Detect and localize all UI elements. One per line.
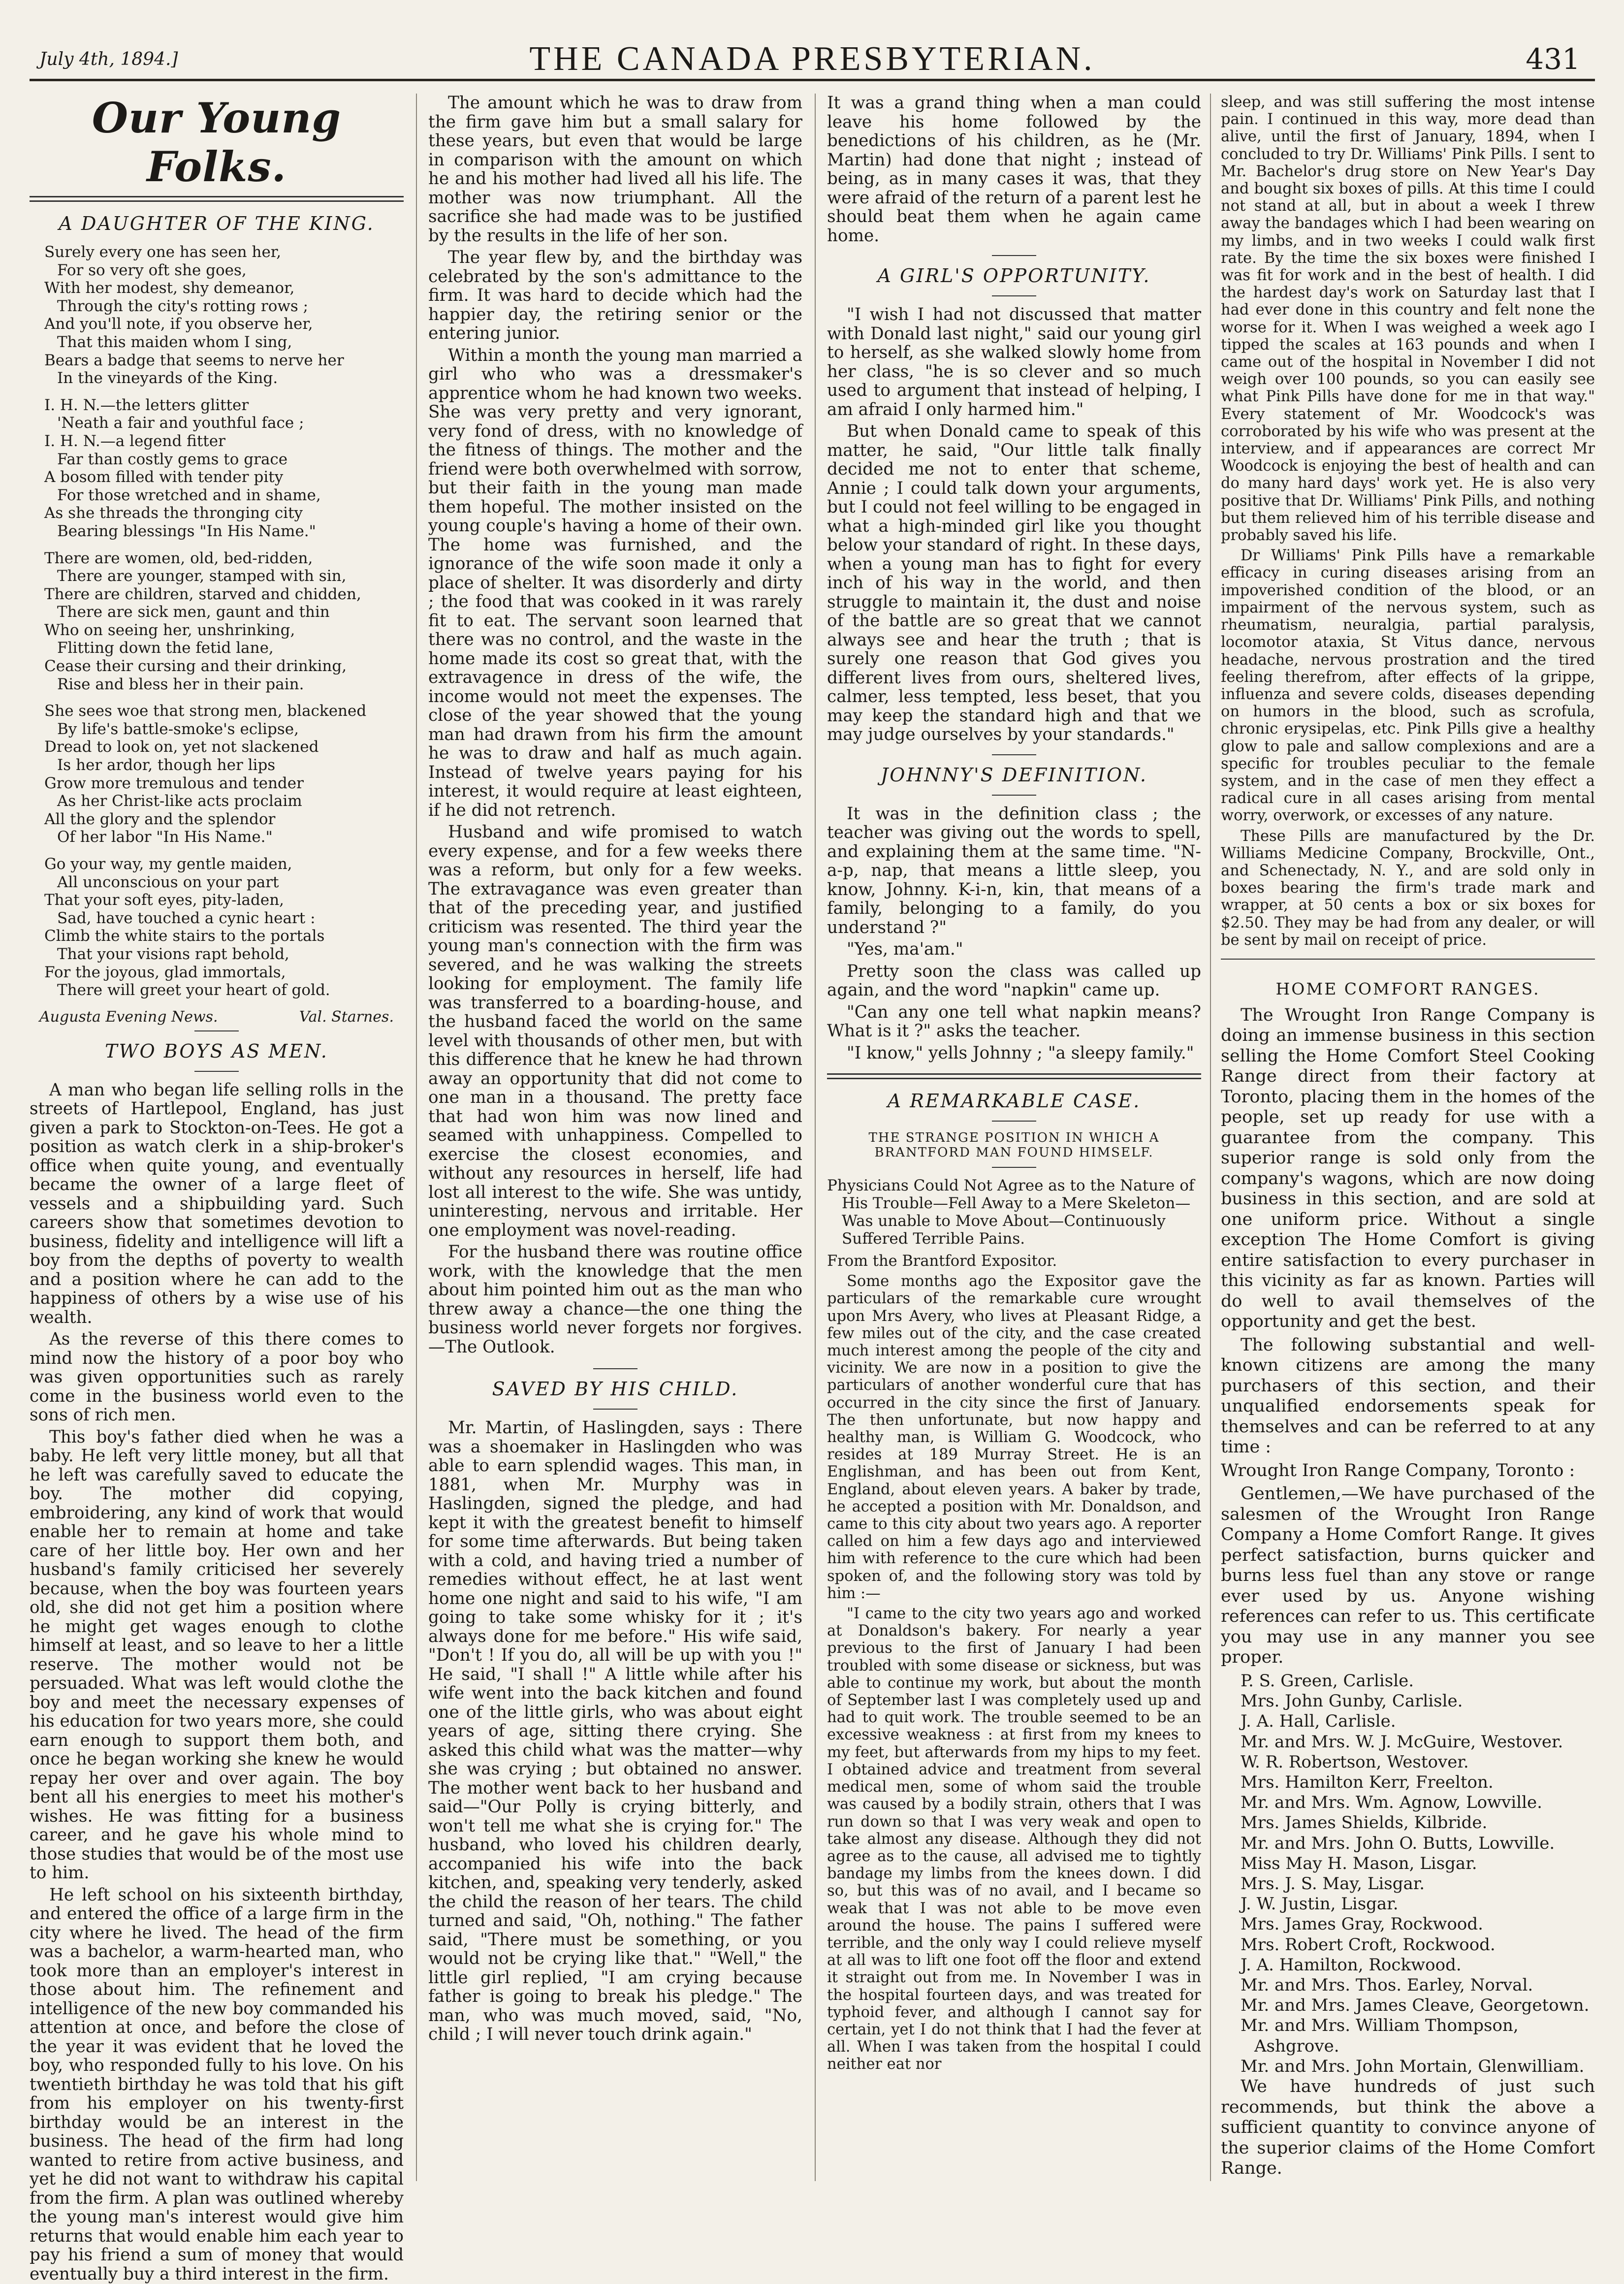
article-body-ranges bbox=[1221, 1005, 1595, 1458]
article-title-saved: SAVED BY HIS CHILD. bbox=[492, 1378, 739, 1400]
column-1 bbox=[30, 94, 404, 2284]
paragraph: sleep, and was still suffering the most intense pain. I continued in this way, more dead than alive, until the first of January, 1894, when I concluded to try Dr. Williams' Pink Pills. I sent to Mr. Bachelor's drug store on New Year's Day and bought six boxes of pills. At this time I could not stand at all, but in about a week I threw away the bandages which I had been wearing on my limbs, and in two weeks I could walk first rate. By the time the six boxes were finished I was fit for work and in the best of health. I did the hardest day's work on Saturday last that I had ever done in this country and felt none the worse for it. When I was weighed a week ago I tipped the scales at 163 pounds and when I came out of the hospital in November I did not weigh over 100 pounds, so you can easily see what Pink Pills have done for me in that way." Every statement of Mr. Woodcock's was corroborated by his wife who was present at the interview, and if appearances are correct Mr Woodcock is enjoying the best of health and can do many hard days' work yet. He is also very positive that Dr. Williams' Pink Pills, and nothing but them relieved him of his terrible disease and probably saved his life. bbox=[1221, 94, 1595, 545]
poem-line: I. H. N.—the letters glitter bbox=[44, 396, 249, 414]
poem-line: Bearing blessings "In His Name." bbox=[57, 522, 316, 540]
signer: Mr. and Mrs. John Mortain, Glenwilliam. bbox=[1241, 2056, 1585, 2076]
poem-line: There are sick men, gaunt and thin bbox=[57, 603, 330, 621]
signer: Mr. and Mrs. Wm. Agnow, Lowville. bbox=[1241, 1793, 1542, 1813]
signer: Mrs. J. S. May, Lisgar. bbox=[1241, 1873, 1425, 1894]
poem-line: Surely every one has seen her, bbox=[44, 243, 282, 261]
article-subtitle-remarkable: THE STRANGE POSITION IN WHICH A BRANTFORD MAN FOUND HIMSELF. bbox=[868, 1130, 1160, 1160]
double-rule bbox=[827, 1073, 1201, 1079]
poem-line: Is her ardor, though her lips bbox=[57, 756, 276, 774]
poem-line: She sees woe that strong men, blackened bbox=[44, 702, 367, 720]
poem-line: A bosom filled with tender pity bbox=[44, 468, 284, 486]
poem-line: Of her labor "In His Name." bbox=[57, 828, 273, 846]
column-2 bbox=[428, 94, 802, 2186]
poem-line: All unconscious on your part bbox=[57, 873, 279, 891]
signer: Mr. and Mrs. James Cleave, Georgetown. bbox=[1241, 1995, 1590, 2016]
separator bbox=[593, 1368, 637, 1369]
signer: P. S. Green, Carlisle. bbox=[1241, 1671, 1414, 1691]
separator bbox=[593, 1409, 637, 1410]
poem-line: For so very oft she goes, bbox=[57, 261, 247, 279]
paragraph: "I know," yells Johnny ; "a sleepy family." bbox=[847, 1043, 1194, 1063]
poem-line: Sad, have touched a cynic heart : bbox=[57, 909, 316, 927]
article-deck-remarkable: Physicians Could Not Agree as to the Nature of His Trouble—Fell Away to a Mere Skeleton—Was unable to Move About—Continuously Suffered Terrible Pains. bbox=[827, 1177, 1195, 1248]
separator bbox=[992, 295, 1036, 296]
newspaper-title: THE CANADA PRESBYTERIAN. bbox=[529, 40, 1095, 78]
paragraph: A man who began life selling rolls in the streets of Hartlepool, England, has just given a park to Stockton-on-Tees. He got a position as watch clerk in a ship-broker's office when quite young, and eventually became the owner of a large fleet of vessels and a shipbuilding yard. Such careers show that sometimes devotion to business, fidelity and intelligence will lift a boy from the depths of poverty to wealth and a position where he can add to the happiness of others by a wise use of his wealth. bbox=[30, 1080, 404, 1327]
article-title-girls-opportunity: A GIRL'S OPPORTUNITY. bbox=[877, 265, 1151, 287]
paragraph: This boy's father died when he was a baby. He left very little money, but all that he left was carefully saved to educate the boy. The mother did copying, embroidering, any kind of work that would enable her to remain at home and take care of her little boy. Her own and her husband's family criticised her severely because, when the boy was fourteen years old, she did not get him a position where he might get wages enough to clothe himself at least, and so leave to her a little reserve. The mother would not be persuaded. What was left would clothe the boy and meet the necessary expenses of his education for two years more, she could earn enough to support them both, and once he began working she knew he would repay her over and over again. The boy bent all his energies to meet his mother's wishes. He was fitting for a business career, and he gave his whole mind to those studies that would be of the most use to him. bbox=[30, 1427, 404, 1883]
article-body-saved bbox=[428, 1418, 802, 2044]
poem-line: By life's battle-smoke's eclipse, bbox=[57, 720, 299, 738]
poem-stanza bbox=[44, 549, 404, 694]
paragraph: It was in the definition class ; the teacher was giving out the words to spell, and explaining them at the same time. "N-a-p, nap, that means a little sleep, you know, Johnny. K-i-n, kin, that means of a family, belonging to a family, do you understand ?" bbox=[827, 804, 1201, 937]
poem-author: Val. Starnes. bbox=[299, 1008, 394, 1026]
paragraph: The year flew by, and the birthday was celebrated by the son's admittance to the firm. It was hard to decide which had the happier day, the retiring senior or the entering junior. bbox=[428, 248, 802, 343]
separator bbox=[194, 1071, 239, 1072]
article-body-two-boys-continued bbox=[428, 94, 802, 1356]
paragraph: For the husband there was routine office work, with the knowledge that the men about him pointed him out as the man who threw away a chance—the one thing the business world never forgets nor forgives.—The Outlook. bbox=[428, 1242, 802, 1357]
poem-line: Climb the white stairs to the portals bbox=[44, 927, 325, 945]
poem-line: There will greet your heart of gold. bbox=[57, 981, 330, 999]
paragraph: It was a grand thing when a man could leave his home followed by the benedictions of his children, as he (Mr. Martin) had done that night ; instead of being, as in many cases it was, that they were afraid of the return of a parent lest he should beat them when he again came home. bbox=[827, 93, 1201, 246]
separator bbox=[992, 795, 1036, 796]
separator bbox=[992, 754, 1036, 755]
signer: J. W. Justin, Lisgar. bbox=[1241, 1894, 1399, 1914]
poem-stanza bbox=[44, 702, 404, 846]
signer: W. R. Robertson, Westover. bbox=[1241, 1752, 1469, 1772]
article-body-remarkable-continued bbox=[1221, 94, 1595, 949]
poem-line: Grow more tremulous and tender bbox=[44, 774, 304, 792]
paragraph: Some months ago the Expositor gave the particulars of the remarkable cure wrought upon Mrs Avery, who lives at Pleasant Ridge, a few miles out of the city, and the case created much interest among the people of the city and vicinity. We are now in a position to give the particulars of another wonderful cure that has occurred in the city since the first of January. The then unfortunate, but now happy and healthy man, is William G. Woodcock, who resides at 189 Murray Street. He is an Englishman, and has been out from Kent, England, about eleven years. A baker by trade, he accepted a position with Mr. Donaldson, and came to this city about two years ago. A reporter called on him a few days ago and interviewed him with reference to the cure which had been spoken of, and the following story was told by him :— bbox=[827, 1273, 1201, 1602]
article-source-remarkable: From the Brantford Expositor. bbox=[827, 1253, 1057, 1270]
signer: J. A. Hamilton, Rockwood. bbox=[1241, 1955, 1462, 1975]
signer: Mr. and Mrs. W. J. McGuire, Westover. bbox=[1241, 1732, 1563, 1752]
separator bbox=[992, 255, 1036, 256]
paragraph: "I wish I had not discussed that matter with Donald last night," said our young girl to herself, as she walked slowly home from her class, "he is so clever and so much used to argument that instead of helping, I am afraid I only harmed him." bbox=[827, 305, 1201, 419]
poem-line: That your visions rapt behold, bbox=[57, 945, 289, 963]
signer-list bbox=[1241, 1671, 1595, 2077]
signer: Mrs. James Gray, Rockwood. bbox=[1241, 1914, 1483, 1934]
paragraph: Dr Williams' Pink Pills have a remarkable efficacy in curing diseases arising from an impoverished condition of the blood, or an impairment of the nervous system, such as rheumatism, neuralgia, partial paralysis, locomotor ataxia, St Vitus dance, nervous headache, nervous prostration and the tired feeling therefrom, after effects of la grippe, influenza and severe colds, diseases depending on humors in the blood, such as scrofula, chronic erysipelas, etc. Pink Pills give a healthy glow to pale and sallow complexions and are a specific for troubles peculiar to the female system, and in the case of men they effect a radical cure in all cases arising from mental worry, overwork, or excesses of any nature. bbox=[1221, 547, 1595, 825]
poem-line: Dread to look on, yet not slackened bbox=[44, 738, 319, 756]
article-title-ranges: HOME COMFORT RANGES. bbox=[1275, 979, 1540, 998]
paragraph: Pretty soon the class was called up again, and the word "napkin" came up. bbox=[827, 961, 1201, 1000]
paragraph: Husband and wife promised to watch every expense, and for a few weeks there was a reform, but only for a few weeks. The extravagance was even greater than that of the preceding year, and justified criticism was resented. The third year the young man's connection with the firm was severed, and he was walking the streets looking for employment. The family life was transferred to a boarding-house, and the husband faced the world on the same level with thousands of other men, but with this difference that he knew he had thrown away an opportunity that did not come to one man in a thousand. The pretty face that had won him was now lined and seamed with unhappiness. Compelled to exercise the closest economies, and without any resources in herself, life had lost all interest to the wife. She was untidy, uninteresting, nervous and irritable. Her one employment was novel-reading. bbox=[428, 822, 802, 1240]
poem-line: With her modest, shy demeanor, bbox=[44, 279, 295, 297]
poem-source: Augusta Evening News. bbox=[39, 1008, 218, 1026]
paragraph: The amount which he was to draw from the firm gave him but a small salary for these years, but even that would be large in comparison with the amount on which he and his mother had lived all his life. The mother was now triumphant. All the sacrifice she had made was to be justified by the results in the life of her son. bbox=[428, 93, 802, 246]
article-body-remarkable bbox=[827, 1273, 1201, 2073]
masthead bbox=[30, 30, 1595, 81]
separator bbox=[1221, 959, 1595, 960]
ranges-closing: We have hundreds of just such recommends, but think the above a sufficient quantity to convince anyone of the superior claims of the Home Comfort Range. bbox=[1221, 2077, 1595, 2179]
column-4 bbox=[1221, 94, 1595, 2186]
double-rule bbox=[30, 196, 404, 202]
column-rule bbox=[1210, 94, 1211, 2181]
signer: Mr. and Mrs. John O. Butts, Lowville. bbox=[1241, 1833, 1555, 1853]
poem-line: And you'll note, if you observe her, bbox=[44, 315, 313, 333]
article-title-two-boys: TWO BOYS AS MEN. bbox=[105, 1040, 328, 1062]
letter-addressee: Wrought Iron Range Company, Toronto : bbox=[1221, 1460, 1575, 1480]
poem-line: 'Neath a fair and youthful face ; bbox=[57, 414, 304, 432]
column-rule bbox=[416, 94, 417, 2181]
poem-line: Go your way, my gentle maiden, bbox=[44, 855, 292, 873]
paragraph: The Wrought Iron Range Company is doing an immense business in this section selling the Home Comfort Steel Cooking Range direct from their factory at Toronto, placing them in the homes of the people, set up ready for use with a guarantee from the company. This superior range is sold only from the company's wagons, which are now doing business in this section, and are sold at one uniform price. Without a single exception The Home Comfort is giving entire satisfaction to every purchaser in this vicinity as far as known. Parties will do well to avail themselves of the opportunity and get the best. bbox=[1221, 1005, 1595, 1332]
page-number: 431 bbox=[1526, 42, 1580, 76]
article-body-saved-continued bbox=[827, 94, 1201, 245]
poem-line: Flitting down the fetid lane, bbox=[57, 639, 274, 657]
poem-line: In the vineyards of the King. bbox=[57, 369, 278, 387]
signer: Mr. and Mrs. William Thompson, Ashgrove. bbox=[1241, 2016, 1519, 2056]
separator bbox=[992, 1121, 1036, 1122]
paragraph: As the reverse of this there comes to mind now the history of a poor boy who was given opportunities such as rarely come in the business world even to the sons of rich men. bbox=[30, 1329, 404, 1425]
signer: Mrs. Robert Croft, Rockwood. bbox=[1241, 1934, 1496, 1955]
paragraph: "Yes, ma'am." bbox=[847, 939, 963, 959]
poem-line: There are women, old, bed-ridden, bbox=[44, 549, 313, 567]
article-title-remarkable: A REMARKABLE CASE. bbox=[887, 1090, 1141, 1112]
signer: Miss May H. Mason, Lisgar. bbox=[1241, 1853, 1477, 1873]
paragraph: He left school on his sixteenth birthday, and entered the office of a large firm in the city where he lived. The head of the firm was a bachelor, a warm-hearted man, who took more than an employer's interest in those about him. The refinement and intelligence of the new boy commanded his attention at once, and before the close of the year it was evident that he loved the boy, who responded fully to his love. On his twentieth birthday he was told that his gift from his employer on his twenty-first birthday would be an interest in the business. The head of the firm had long wanted to retire from active business, and yet he did not want to withdraw his capital from the firm. A plan was outlined whereby the young man's interest would give him returns that would enable him each year to pay his friend a sum of money that would eventually buy a third interest in the firm. bbox=[30, 1885, 404, 2284]
poem-line: For the joyous, glad immortals, bbox=[44, 963, 286, 981]
poem-line: For those wretched and in shame, bbox=[57, 486, 321, 504]
poem-line: As she threads the thronging city bbox=[44, 504, 303, 522]
poem-line: As her Christ-like acts proclaim bbox=[57, 792, 302, 810]
paragraph: "Can any one tell what napkin means? What is it ?" asks the teacher. bbox=[827, 1002, 1201, 1041]
paragraph: Mr. Martin, of Haslingden, says : There was a shoemaker in Haslingden who was able to earn splendid wages. This man, in 1881, when Mr. Murphy was in Haslingden, signed the pledge, and had kept it with the greatest benefit to himself for some time afterwards. But being taken with a cold, and having tried a number of remedies without effect, he at last went home one night and said to his wife, "I am going to take some whisky for it ; it's always done for me before." His wife said, "Don't ! If you do, all will be up with you !" He said, "I shall !" A little while after his wife went into the back kitchen and found one of the little girls, who was about eight years of age, sitting there crying. She asked this child what was the matter—why she was crying ; but obtained no answer. The mother went back to her husband and said—"Our Polly is crying bitterly, and won't tell me what she is crying for." The husband, who loved his children dearly, accompanied his wife into the back kitchen, and, speaking very tenderly, asked the child the reason of her tears. The child turned and said, "Oh, nothing." The father said, "There must be something, or you would not be crying like that." "Well," the little girl replied, "I am crying because father is going to break his pledge." The man, who was much moved, said, "No, child ; I will never touch drink again." bbox=[428, 1418, 802, 2044]
poem-line: Through the city's rotting rows ; bbox=[57, 297, 309, 315]
department-title: Our Young Folks. bbox=[92, 94, 342, 191]
poem-line: That this maiden whom I sing, bbox=[57, 333, 292, 351]
column-3 bbox=[827, 94, 1201, 2186]
issue-date: July 4th, 1894.] bbox=[39, 49, 178, 69]
signer: Mrs. James Shields, Kilbride. bbox=[1241, 1813, 1488, 1833]
poem-line: There are children, starved and chidden, bbox=[44, 585, 361, 603]
column-rule bbox=[815, 94, 816, 2181]
poem-line: Far than costly gems to grace bbox=[57, 450, 288, 468]
poem-line: That your soft eyes, pity-laden, bbox=[44, 891, 285, 909]
separator bbox=[992, 1167, 1036, 1168]
paragraph: "I came to the city two years ago and worked at Donaldson's bakery. For nearly a year previous to the first of January I had been troubled with some disease or sickness, but was able to continue my work, but about the month of September last I was completely used up and had to quit work. The trouble seemed to be an excessive weakness : at first from my knees to my feet, but afterwards from my hips to my feet. I obtained advice and treatment from several medical men, some of whom said the trouble was caused by a bodily strain, others that I was run down so that I was very weak and open to take almost any disease. Although they did not agree as to the cause, all advised me to tightly bandage my limbs from the knees down. I did so, but this was of no avail, and I became so weak that I was not able to be move even around the house. The pains I suffered were terrible, and the only way I could relieve myself at all was to lift one foot off the floor and extend it straight out from me. In November I was in the hospital fourteen days, and was treated for typhoid fever, and although I cannot say for certain, yet I do not think that I had the fever at all. When I was taken from the hospital I could neither eat nor bbox=[827, 1605, 1201, 2073]
paragraph: But when Donald came to speak of this matter, he said, "Our little talk finally decided me not to enter that scheme, Annie ; I could talk down your arguments, but I could not feel willing to be engaged in what a high-minded girl like you thought below your standard of right. In these days, when a young man has to fight for every inch of his way in the world, and then struggle to maintain it, the dust and noise of the battle are so great that we cannot always see and hear the truth ; that is surely one reason that God gives you different lives from ours, sheltered lives, calmer, less tempted, less beset, that you may keep the standard high and that we may judge ourselves by your standards." bbox=[827, 421, 1201, 744]
poem-stanza bbox=[44, 855, 404, 999]
paragraph: These Pills are manufactured by the Dr. Williams Medicine Company, Brockville, Ont., and Schenectady, N. Y., and are sold only in boxes bearing the firm's trade mark and wrapper, at 50 cents a box or six boxes for $2.50. They may be had from any dealer, or will be sent by mail on receipt of price. bbox=[1221, 827, 1595, 949]
poem-line: I. H. N.—a legend fitter bbox=[44, 432, 225, 450]
newspaper-page bbox=[30, 20, 1595, 2284]
poem-line: Bears a badge that seems to nerve her bbox=[44, 351, 344, 369]
article-title-daughter: A DAUGHTER OF THE KING. bbox=[59, 213, 375, 234]
poem-stanza bbox=[44, 243, 404, 387]
letter-body: Gentlemen,—We have purchased of the salesmen of the Wrought Iron Range Company a Home Comfort Range. It gives perfect satisfaction, burns quicker and burns less fuel than any stove or range ever used by us. Anyone wishing references can refer to us. This certificate you may use in any manner you see proper. bbox=[1221, 1484, 1595, 1668]
signer: J. A. Hall, Carlisle. bbox=[1241, 1711, 1396, 1732]
poem-line: Rise and bless her in their pain. bbox=[57, 675, 304, 693]
poem-line: There are younger, stamped with sin, bbox=[57, 567, 347, 585]
article-title-johnny: JOHNNY'S DEFINITION. bbox=[881, 764, 1147, 786]
poem-stanza bbox=[44, 396, 404, 541]
article-body-johnny bbox=[827, 804, 1201, 1063]
article-body-girls-opportunity bbox=[827, 305, 1201, 744]
paragraph: The following substantial and well-known citizens are among the many purchasers of this section, and their unqualified endorsements speak for themselves and can be referred to at any time : bbox=[1221, 1335, 1595, 1457]
poem bbox=[44, 243, 404, 999]
poem-line: Who on seeing her, unshrinking, bbox=[44, 621, 295, 639]
signer: Mrs. John Gunby, Carlisle. bbox=[1241, 1691, 1463, 1711]
signer: Mr. and Mrs. Thos. Earley, Norval. bbox=[1241, 1975, 1533, 1995]
poem-attribution bbox=[30, 1008, 404, 1026]
separator bbox=[194, 1030, 239, 1031]
article-body-two-boys bbox=[30, 1081, 404, 2284]
signer: Mrs. Hamilton Kerr, Freelton. bbox=[1241, 1772, 1494, 1792]
poem-line: All the glory and the splendor bbox=[44, 810, 276, 828]
poem-line: Cease their cursing and their drinking, bbox=[44, 657, 347, 676]
paragraph: Within a month the young man married a girl who who was a dressmaker's apprentice whom he had known two weeks. She was very pretty and very ignorant, very fond of dress, with no knowledge of the fitness of things. The mother and the friend were both overwhelmed with sorrow, but their faith in the young man made them hopeful. The mother insisted on the young couple's having a home of their own. The home was furnished, and the ignorance of the wife soon made it only a place of shelter. It was disorderly and dirty ; the food that was cooked in it was rarely fit to eat. The servant soon learned that there was no control, and the waste in the home made its cost so great that, with the extravagence in dress of the wife, the income would not meet the expenses. The close of the year showed that the young man had drawn from his firm the amount he was to draw and half as much again. Instead of twelve years paying for his interest, it would require at least eighteen, if he did not retrench. bbox=[428, 345, 802, 820]
